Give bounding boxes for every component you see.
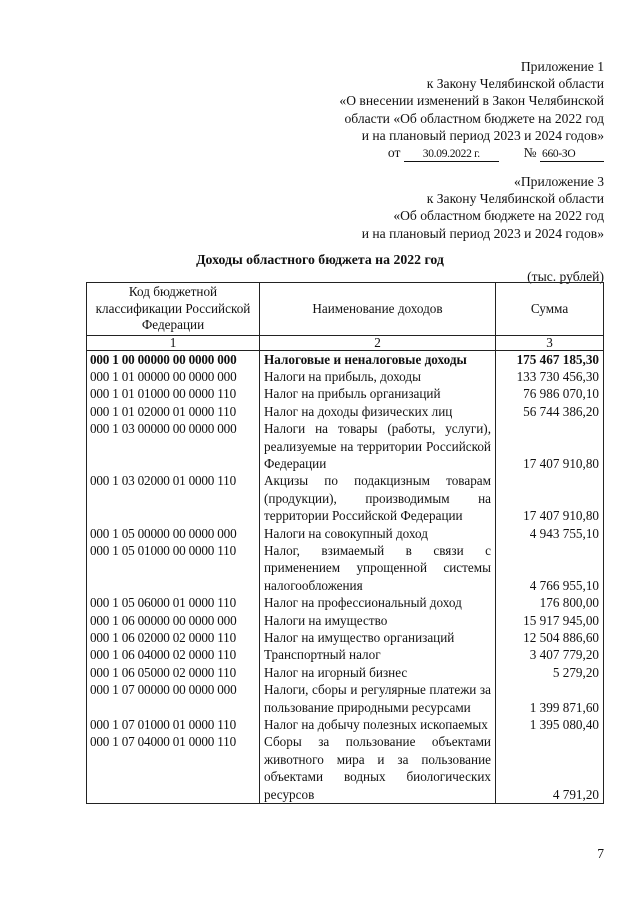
revenue-name: Налог на прибыль организаций [260, 385, 496, 402]
table-row [87, 664, 604, 681]
budget-code: 000 1 01 01000 00 0000 110 [87, 385, 260, 402]
revenue-name: Налоги, сборы и регулярные платежи за пользование природными ресурсами [260, 681, 496, 716]
page-number: 7 [597, 846, 604, 861]
revenue-name: Налог на доходы физических лиц [260, 403, 496, 420]
revenue-name: Налоги на прибыль, доходы [260, 368, 496, 385]
revenue-name: Транспортный налог [260, 646, 496, 663]
revenue-amount: 17 407 910,80 [496, 420, 604, 472]
header-line: и на плановый период 2023 и 2024 годов» [361, 225, 604, 241]
table-row [87, 612, 604, 629]
revenue-name: Акцизы по подакцизным товарам (продукции), производимым на территории Российской Федерации [260, 472, 496, 524]
revenue-name: Налоговые и неналоговые доходы [260, 350, 496, 368]
revenue-amount: 5 279,20 [496, 664, 604, 681]
table-row [87, 629, 604, 646]
budget-code: 000 1 00 00000 00 0000 000 [87, 350, 260, 368]
header-code: Код бюджетной классификации Российской Федерации [87, 283, 260, 336]
revenue-name: Налог на профессиональный доход [260, 594, 496, 611]
revenue-amount: 17 407 910,80 [496, 472, 604, 524]
revenue-amount: 15 917 945,00 [496, 612, 604, 629]
revenue-name: Налог на имущество организаций [260, 629, 496, 646]
header-line: «Об областном бюджете на 2022 год [393, 208, 604, 224]
revenue-amount: 4 766 955,10 [496, 542, 604, 594]
column-number: 1 [87, 335, 260, 350]
table-header-row [87, 283, 604, 336]
revenue-amount: 176 800,00 [496, 594, 604, 611]
revenue-amount: 3 407 779,20 [496, 646, 604, 663]
document-title: Доходы областного бюджета на 2022 год [196, 252, 444, 267]
revenue-amount: 175 467 185,30 [496, 350, 604, 368]
budget-code: 000 1 06 05000 02 0000 110 [87, 664, 260, 681]
revenue-name: Налог, взимаемый в связи с применением упрощенной системы налогообложения [260, 542, 496, 594]
budget-code: 000 1 05 01000 00 0000 110 [87, 542, 260, 594]
revenue-name: Налог на игорный бизнес [260, 664, 496, 681]
number-label: № [523, 145, 537, 161]
column-number: 3 [496, 335, 604, 350]
column-number-row [87, 335, 604, 350]
revenue-name: Сборы за пользование объектами животного мира и за пользование объектами водных биологических ресурсов [260, 733, 496, 803]
table-row [87, 646, 604, 663]
budget-code: 000 1 06 02000 02 0000 110 [87, 629, 260, 646]
header-line: и на плановый период 2023 и 2024 годов» [361, 127, 604, 143]
header-line: Приложение 1 [520, 59, 604, 74]
table-row [87, 420, 604, 472]
law-number: 660-ЗО [540, 147, 604, 162]
table-row [87, 594, 604, 611]
revenue-name: Налог на добычу полезных ископаемых [260, 716, 496, 733]
revenue-name: Налоги на совокупный доход [260, 525, 496, 542]
header-line: «О внесении изменений в Закон Челябинской [339, 93, 604, 109]
law-date: 30.09.2022 г. [404, 147, 499, 162]
table-row [87, 385, 604, 402]
ot-label: от [387, 145, 401, 161]
revenue-amount: 1 395 080,40 [496, 716, 604, 733]
revenue-amount: 76 986 070,10 [496, 385, 604, 402]
budget-code: 000 1 06 00000 00 0000 000 [87, 612, 260, 629]
revenue-amount: 133 730 456,30 [496, 368, 604, 385]
budget-code: 000 1 07 01000 01 0000 110 [87, 716, 260, 733]
budget-code: 000 1 05 06000 01 0000 110 [87, 594, 260, 611]
table-row [87, 350, 604, 368]
budget-code: 000 1 07 00000 00 0000 000 [87, 681, 260, 716]
budget-code: 000 1 06 04000 02 0000 110 [87, 646, 260, 663]
header-amount: Сумма [496, 283, 604, 336]
table-row [87, 368, 604, 385]
revenue-amount: 1 399 871,60 [496, 681, 604, 716]
table-row [87, 472, 604, 524]
revenue-amount: 12 504 886,60 [496, 629, 604, 646]
appendix-1-header [339, 58, 604, 162]
table-row [87, 542, 604, 594]
table-row [87, 681, 604, 716]
header-line: к Закону Челябинской области [426, 76, 604, 92]
column-number: 2 [260, 335, 496, 350]
budget-code: 000 1 03 02000 01 0000 110 [87, 472, 260, 524]
header-line: «Приложение 3 [514, 174, 604, 189]
budget-code: 000 1 01 02000 01 0000 110 [87, 403, 260, 420]
budget-code: 000 1 01 00000 00 0000 000 [87, 368, 260, 385]
table-row [87, 716, 604, 733]
budget-code: 000 1 05 00000 00 0000 000 [87, 525, 260, 542]
revenue-amount: 4 943 755,10 [496, 525, 604, 542]
appendix-3-header [362, 173, 604, 242]
header-line: к Закону Челябинской области [426, 191, 604, 207]
table-row [87, 403, 604, 420]
budget-code: 000 1 07 04000 01 0000 110 [87, 733, 260, 803]
revenue-amount: 4 791,20 [496, 733, 604, 803]
budget-code: 000 1 03 00000 00 0000 000 [87, 420, 260, 472]
revenue-amount: 56 744 386,20 [496, 403, 604, 420]
header-line: области «Об областном бюджете на 2022 год [344, 110, 604, 126]
table-row [87, 525, 604, 542]
revenue-name: Налоги на товары (работы, услуги), реализуемые на территории Российской Федерации [260, 420, 496, 472]
table-row [87, 733, 604, 803]
revenue-table [86, 282, 604, 804]
law-date-number-line [339, 144, 604, 162]
header-name: Наименование доходов [260, 283, 496, 336]
units-label: (тыс. рублей) [527, 269, 604, 284]
revenue-name: Налоги на имущество [260, 612, 496, 629]
